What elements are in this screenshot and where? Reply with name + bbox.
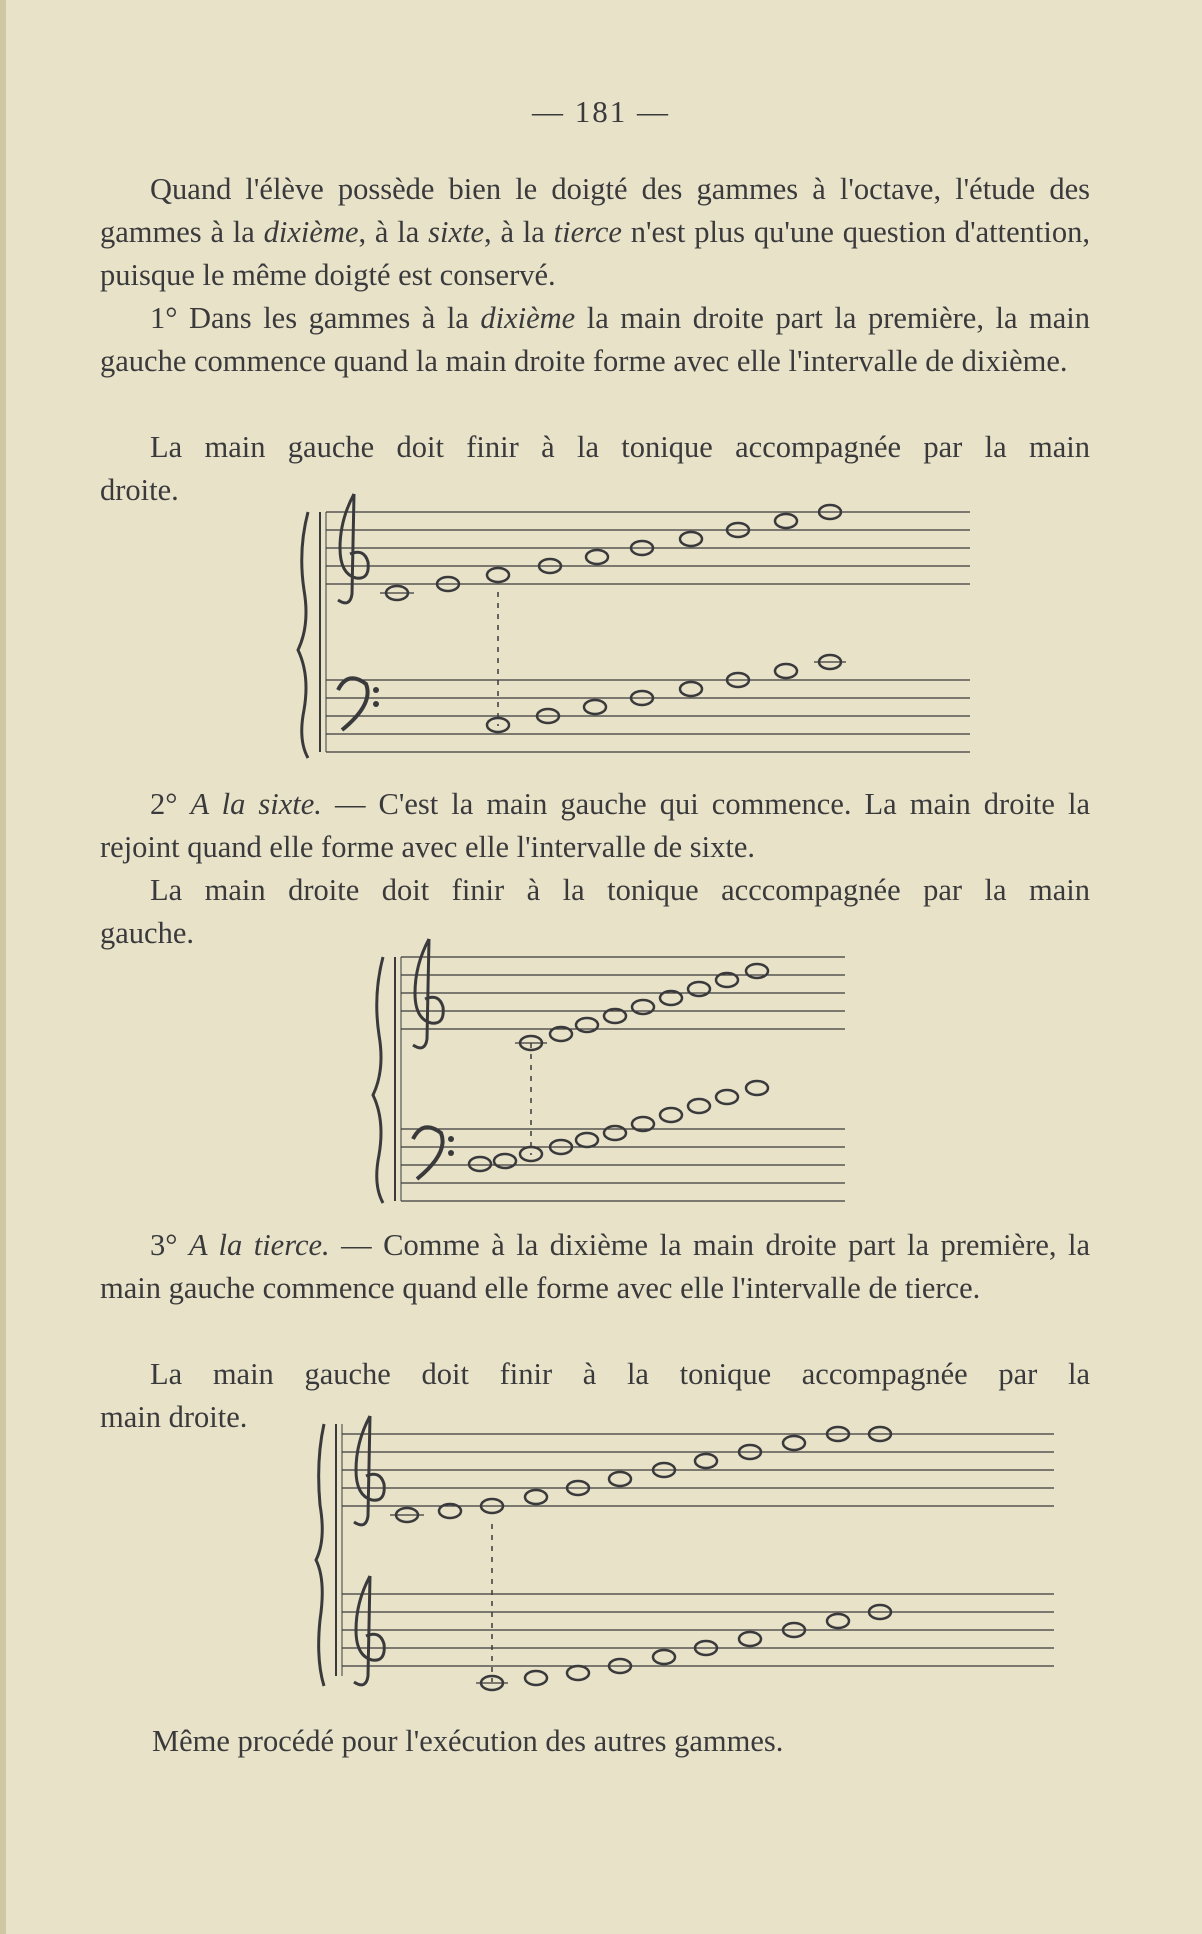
page-number: — 181 — bbox=[532, 94, 670, 129]
section-1-paragraph: 1° Dans les gammes à la dixième la main droite part la première, la main gauche commence quand la main droite forme avec elle l'intervalle de dixième. bbox=[100, 301, 1090, 378]
music-example-tierce bbox=[310, 1410, 1070, 1692]
intro-paragraph: Quand l'élève possède bien le doigté des gammes à l'octave, l'étude des gammes à la dixième, à la sixte, à la tierce n'est plus qu'une question d'attention, puisque le même doigté est conservé. bbox=[100, 172, 1090, 292]
section-1-ending-rule: La main gauche doit finir à la tonique accompagnée par la main bbox=[150, 430, 1090, 464]
page-edge bbox=[0, 0, 6, 1934]
section-3-ending-rule: La main gauche doit finir à la tonique accompagnée par la bbox=[150, 1357, 1090, 1391]
section-2-ending-word: gauche. bbox=[100, 916, 194, 950]
music-example-sixte bbox=[365, 935, 865, 1207]
music-example-dixieme bbox=[290, 490, 990, 762]
section-2-ending-rule: La main droite doit finir à la tonique acccompagnée par la main bbox=[150, 873, 1090, 907]
section-3-paragraph: 3° A la tierce. — Comme à la dixième la main droite part la première, la main gauche commence quand elle forme avec elle l'intervalle de tierce. bbox=[100, 1228, 1091, 1305]
closing-line: Même procédé pour l'exécution des autres gammes. bbox=[152, 1724, 784, 1758]
section-2-paragraph: 2° A la sixte. — C'est la main gauche qui commence. La main droite la rejoint quand elle forme avec elle l'intervalle de sixte. bbox=[100, 787, 1090, 864]
section-3-ending-word: main droite. bbox=[100, 1400, 248, 1434]
section-1-ending-word: droite. bbox=[100, 473, 179, 507]
